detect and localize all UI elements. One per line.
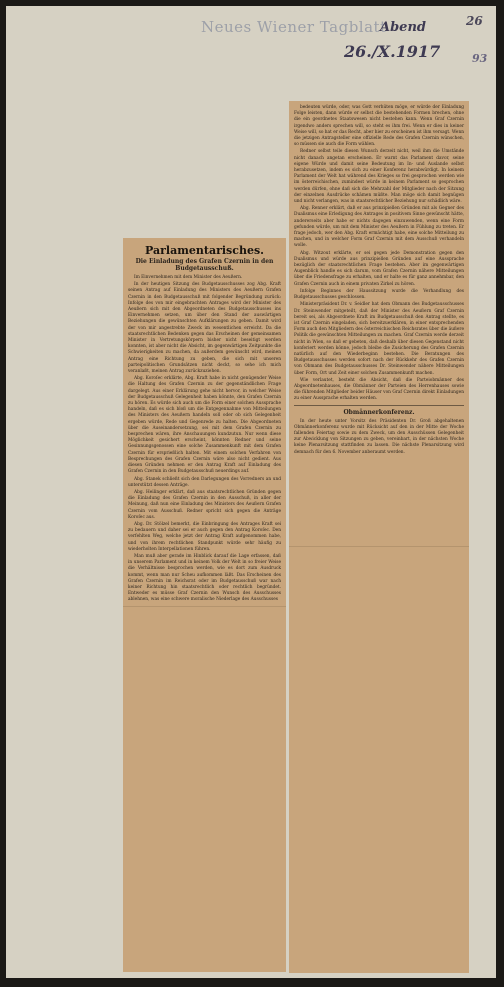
article-subtitle: Die Einladung des Grafen Czernin in den Budgetausschuß.: [135, 258, 274, 272]
article-paragraph: Abg. Witzout erklärte, er sei gegen jede Demonstration gegen den Dualismus und würde aus prinzipiellen Gründen auf eine Aussprache bezüglich der staatsrechtlichen Frage bestehen. Aber im gegenwärtigen Augenblick handle es sich darum, vom Grafen Czernin nähere Mitteilungen über die Friedensfrage zu erhalten, und er halte es für ganz annehmbar, den Grafen Czernin auch in einem privaten Zirkel zu hören.: [294, 250, 464, 287]
article-title: Parlamentarisches.: [145, 244, 264, 257]
newspaper-masthead: Neues Wiener Tagblatt: [201, 18, 387, 36]
article-paragraph: Ministerpräsident Dr. v. Seidler hat dem Obmann des Budgetausschusses Dr. Steinwender mitgeteilt, daß der Minister des Aeußern Graf Czernin bereit sei, als Abgeordnete Kraft im Budgetausschuß den Antrag stellte, es ist Graf Czernin eingeladen, sich bereitzuerklären, in einer entsprechenden Form auch den Mitgliedern des österreichischen Reichsrates über die äußere Politik die gewünschten Mitteilungen zu machen. Graf Czernin werde derzeit nicht in Wien, so daß er gebeten, daß deshalb über diesen Gegenstand nicht konferiert werden könne, jedoch bleibe die Zusicherung des Grafen Czernin natürlich auf den Wiederbeginn bestehen. Die Beratungen des Budgetausschusses werden sofort nach der Rückkehr des Grafen Czernin von Obmann des Budgetausschusses Dr. Steinwender nähere Mitteilungen über Form, Ort und Zeit einer solchen Zusammenkunft machen.: [294, 302, 464, 376]
left-column-text: [128, 275, 281, 604]
divider: [294, 405, 464, 406]
article-paragraph: Man muß aber gerade im Hinblick darauf die Lage erfassen, daß in unserem Parlament und in keinem Volk der Welt in so freier Weise die Verhältnisse besprochen werden, wie es dort zum Ausdruck kommt, wenn man nur Scheu aufkommen läßt. Das Erscheinen des Grafen Czernin im Reichsrat oder im Budgetausschuß war nach keiner Richtung hin staatsrechtlich oder rechtlich begründet. Entweder es müsse Graf Czernin den Wunsch des Ausschusses ablehnen, was eine schwere moralische Niederlage des Ausschusses: [128, 553, 281, 603]
archive-sheet: [6, 6, 496, 978]
article-paragraph: In der heute unter Vorsitz des Präsidenten Dr. Groß abgehaltenen Obmännerkonferenz wurde mit Rücksicht auf den in der Mitte der Woche fallenden Feiertag sowie zu dem Zweck, um den Ausschüssen Gelegenheit zur Abwicklung von Sitzungen zu geben, vereinbart, in der nächsten Woche keine Plenarsitzung stattfinden zu lassen. Die nächste Plenarsitzung wird demnach für den 6. November anberaumt werden.: [294, 418, 464, 455]
article-paragraph: Im Einvernehmen mit dem Minister des Aeußern.: [134, 275, 243, 280]
article-paragraph: bedeuten würde, oder, was Gott verhüten möge, er würde der Einladung Folge leisten, dann würde er selbst die bestehenden Formen brechen, ohne die ein geordnetes Staatswesen nicht bestehen kann. Wenn Graf Czernin irgendwo anders sprechen will, so steht es ihm frei. Wenn er dies in keiner Weise will, so hat er das Recht, aber hier zu erscheinen ist ihm versagt. Wenn die jetzigen Antragsteller eine offizielle Rede des Grafen Czernin wünschen, so müssen sie auch die Form wählen.: [294, 105, 464, 148]
right-column-text: [294, 105, 464, 403]
section-title: Obmännerkonferenz.: [343, 408, 415, 416]
clipping-right-column: [289, 101, 469, 973]
article-paragraph: Redner selbst teile diesen Wunsch derzeit nicht, weil ihm die Umstände nicht danach angetan erscheinen. Er warnt das Parlament davor, seine eigene Würde und damit seine Bedeutung im In- und Auslande selbst herabzusetzen, indem es sich zu einer Konferenz herabwürdigt. In keinem Parlament der Welt hat während des Krieges so frei gesprochen werden wie im österreichischen, zumindest würde in keinem Parlament so gesprochen werden dürfen, ohne daß sich die Mehrzahl der Mitglieder nach der Sitzung der einzelnen Ausdrücke schämen müßte. Man möge sich damit begnügen und nicht verlangen, was in staatsrechtlicher Beziehung nur schädlich wäre.: [294, 149, 464, 205]
fold-line: [123, 606, 286, 607]
section-text: [294, 419, 464, 456]
article-paragraph: Abg. Heilinger erklärt, daß aus staatsrechtlichen Gründen gegen die Einladung des Grafen Czernin in den Ausschuß, in aller der Meinung, daß nun eine Einladung des Ministers des Aeußern Grafen Czernin vom Ausschuß. Redner spricht sich gegen die Anträge Koroſec aus.: [128, 489, 281, 520]
article-paragraph: Abg. Koroſec erklärte, Abg. Kraft habe in nicht genügender Weise die Haltung des Grafen Czernin zu der gegenständlichen Frage dargelegt. Aus einer Erklärung gehe nicht hervor, in welcher Weise der Budgetausschuß Gelegenheit haben könnte, den Grafen Czernin zu hören. Es würde sich auch um die Form einer solchen Aussprache handeln, daß es sich bloß um die Entgegennahme von Mitteilungen des Ministers des Aeußern handeln soll oder ob sich Gelegenheit ergeben würde, Rede und Gegenrede zu halten. Die Abgeordneten über die Auseinandersetzung, sei mit dem Grafen Czernin zu besprechen wären, ihre Anschauungen kundzutun. Nur wenn diese Möglichkeit gesichert erscheint, könnten Redner und seine Gesinnungsgenossen eine solche Zusammenkunft mit dem Grafen Czernin für ersprießlich halten. Mit einem solchen Verfahren von Besprechungen des Grafen Czernin wäre also nicht gedient. Aus diesen Gründen nehmen er den Antrag Kraft auf Einladung des Grafen Czernin in den Budgetausschuß neuerdings auf.: [128, 376, 281, 475]
article-paragraph: Abg. Renner erklärt, daß er aus prinzipiellen Gründen mit als Gegner des Dualismus eine Erledigung des Antrages in positivem Sinne gewünscht hätte, andererseits aber habe er nichts dagegen einzuwenden, wenn eine Form gefunden würde, um mit dem Minister des Aeußern in Fühlung zu treten. Er frage jedoch, wer den Abg. Kraft ermächtigt habe, eine solche Mitteilung zu machen, und in welcher Form Graf Czernin mit dem Ausschuß verhandeln wolle.: [294, 206, 464, 249]
handwritten-source-note: Abend: [380, 20, 426, 35]
handwritten-page-number: 93: [472, 52, 488, 65]
article-paragraph: Abg. Dr. Stölzel bemerkt, die Einbringung des Antrages Kraft sei zu bedauern und daher sei er auch gegen den Antrag Koroſec. Den verfehlten Weg, welche jetzt der Antrag Kraft aufgenommen habe, und von ihrem rechtlichen Standpunkt würde sehr häufig zu wiederholten Interpellationen führen.: [128, 521, 281, 552]
handwritten-reference: 26: [466, 14, 483, 28]
article-paragraph: Wie verlautet, besteht die Absicht, daß die Parteiobmänner des Abgeordnetenhauses, die Obmänner der Parteien des Herrenhauses sowie die führenden Mitglieder beider Häuser von Graf Czernin direkt Einladungen zu einer Aussprache erhalten werden.: [294, 377, 464, 402]
article-paragraph: Infolge Beginnes der Haussitzung wurde die Verhandlung des Budgetausschusses geschlossen.: [294, 288, 464, 301]
fold-line: [289, 546, 469, 547]
article-paragraph: In der heutigen Sitzung des Budgetausschusses zog Abg. Kraft seinen Antrag auf Einladung des Ministers des Aeußern Grafen Czernin in den Budgetausschuß mit folgender Begründung zurück: Infolge des von mir eingebrachten Antrages wird der Minister des Aeußern sich mit den Abgeordneten des Budgetausschusses ins Einvernehmen setzen, um über den Stand der auswärtigen Beziehungen die gewünschten Aufklärungen zu geben. Damit wird der von mir angestrebte Zweck im wesentlichen erreicht. Da die staatsrechtlichen Bedenken gegen das Erscheinen der gemeinsamen Minister in Vertretungskörpern bisher nicht beseitigt werden konnten, ist aber nicht die Absicht, im gegenwärtigen Zeitpunkte die Schwierigkeiten zu machen, da außerdem gewünscht wird, meinen Antrag eine Richtung zu geben, die sich mit unseren parteipolitischen Grundsätzen nicht deckt, so sehe ich mich veranlaßt, meinen Antrag zurückzuziehen.: [128, 282, 281, 375]
article-paragraph: Abg. Stanek schließt sich den Darlegungen des Vorredners an und unterstützt dessen Anträge.: [128, 476, 281, 488]
clipping-left-column: [123, 238, 286, 972]
handwritten-date: 26./X.1917: [344, 42, 441, 61]
